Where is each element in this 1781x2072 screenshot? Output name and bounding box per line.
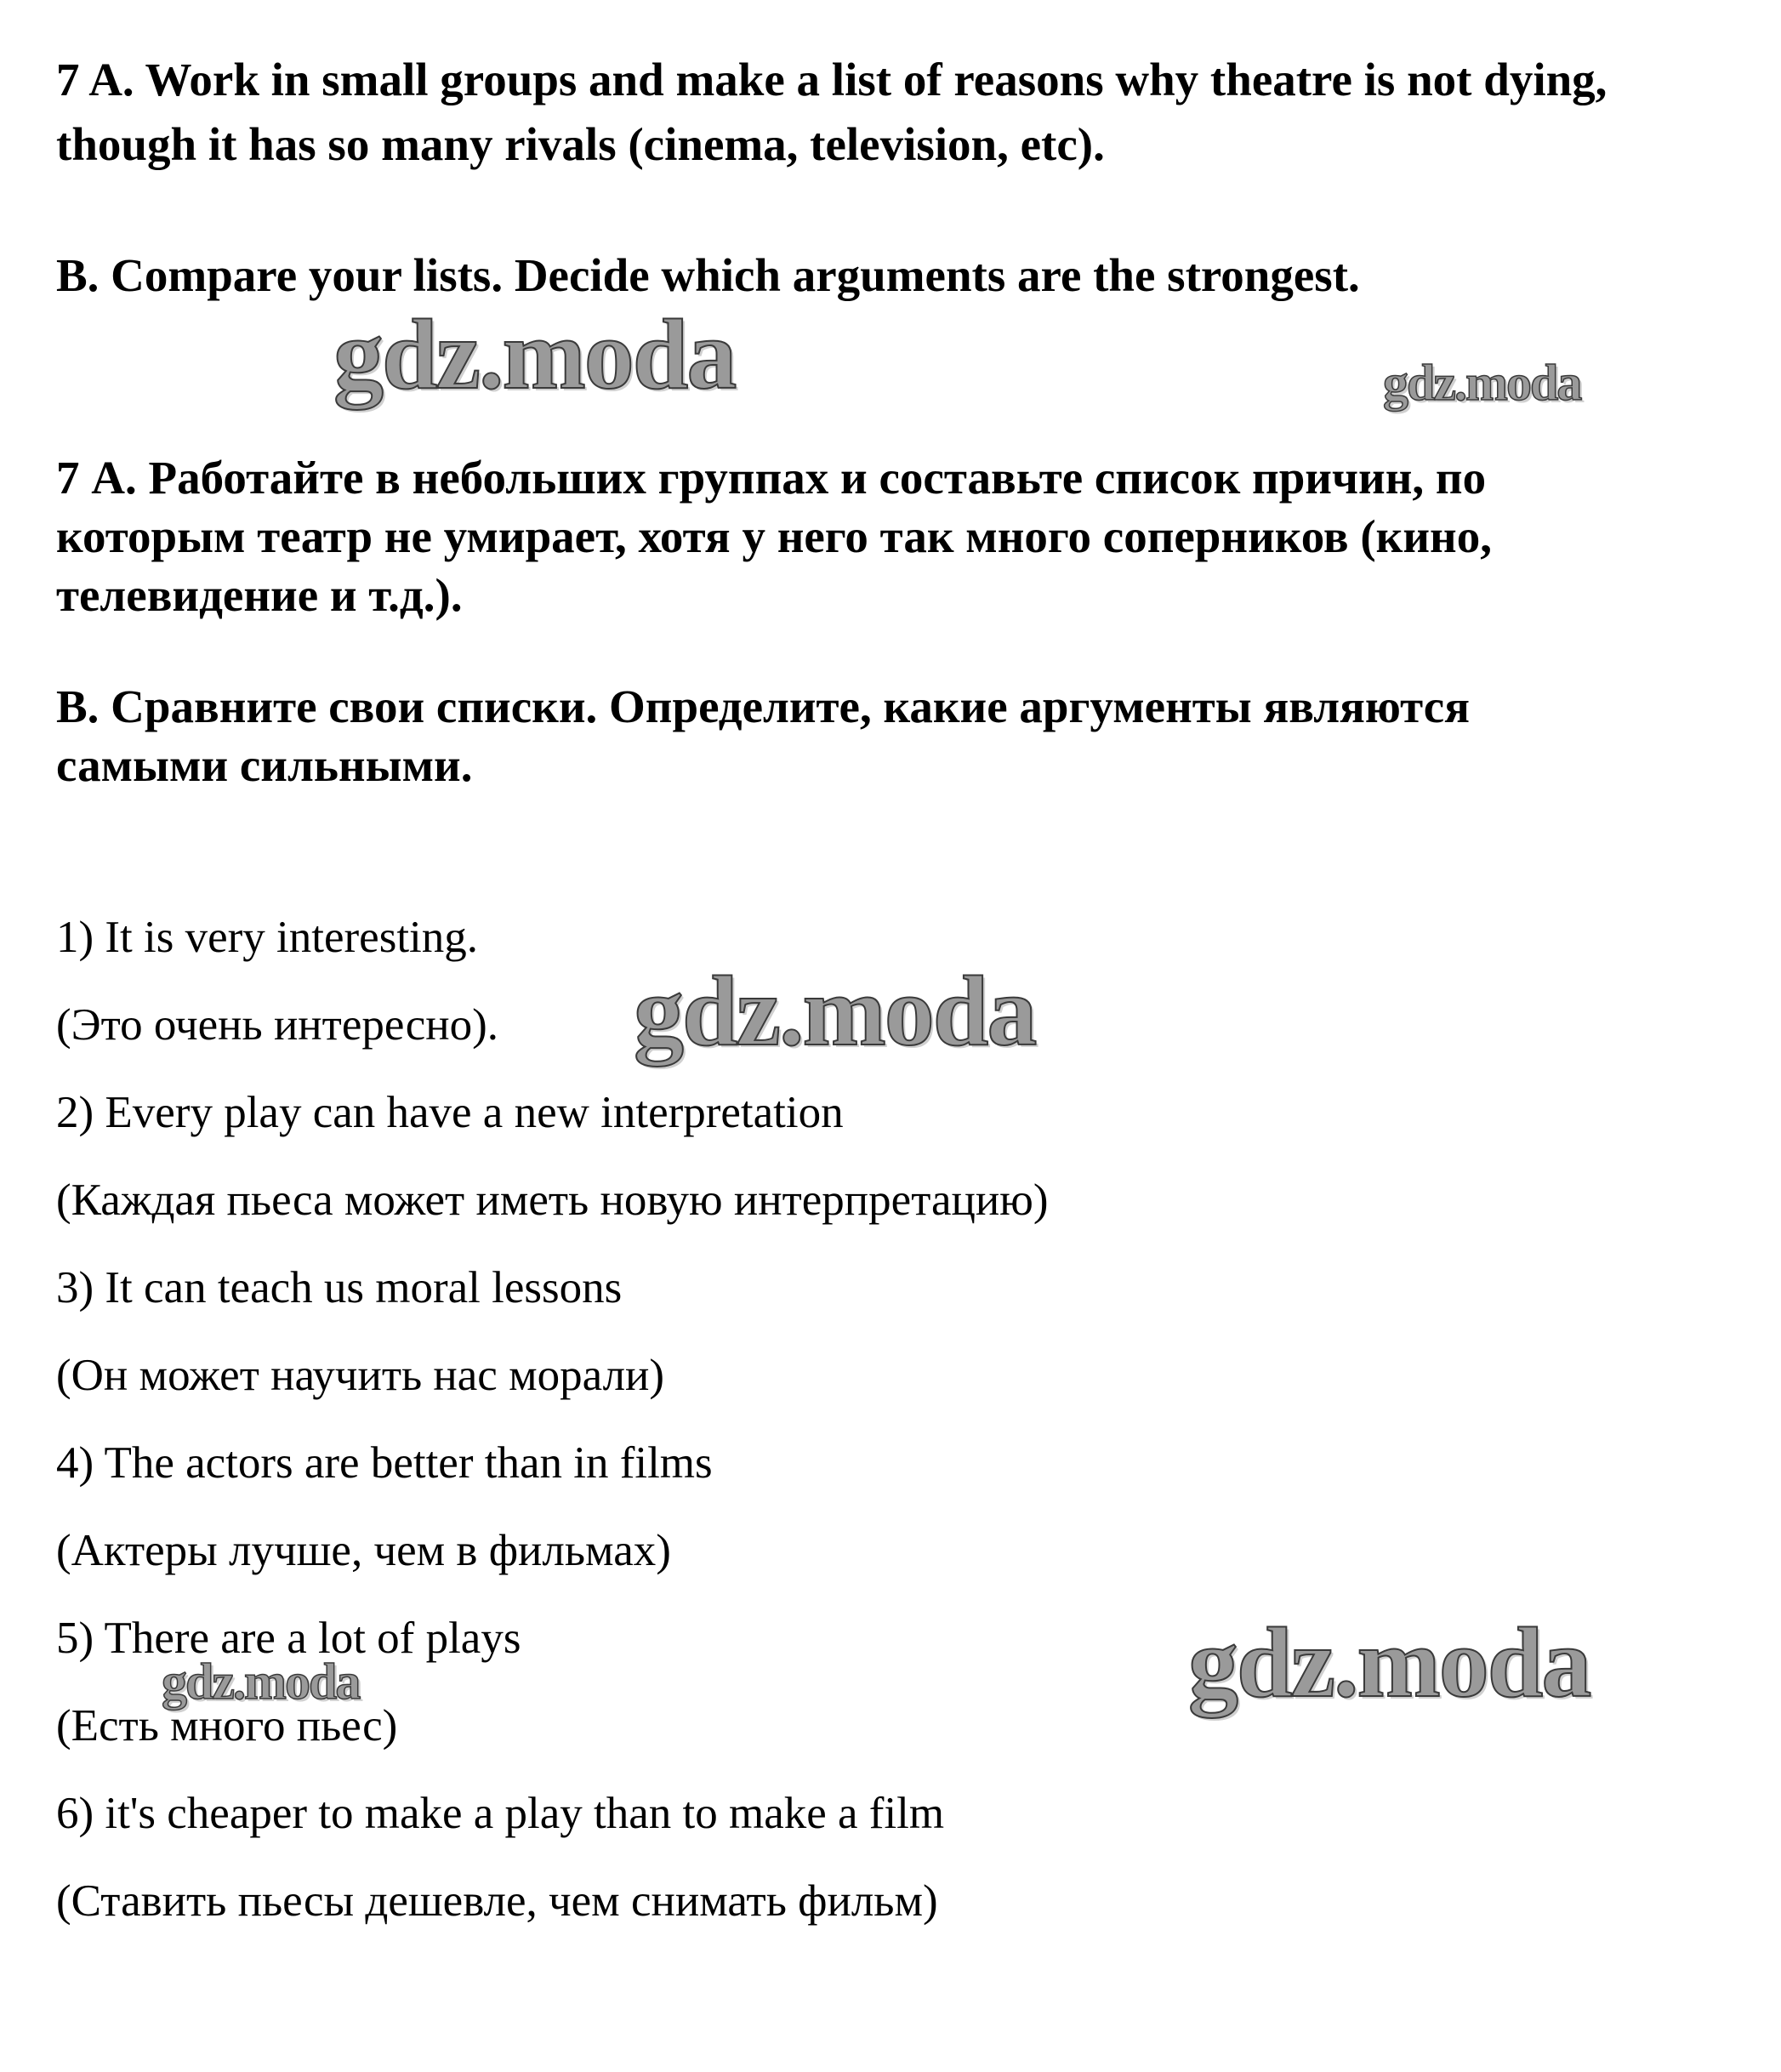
answer-2-en: 2) Every play can have a new interpretation xyxy=(56,1088,844,1137)
answer-1-ru: (Это очень интересно). xyxy=(56,1000,498,1050)
answer-3-ru: (Он может научить нас морали) xyxy=(56,1351,665,1400)
answer-5-en: 5) There are a lot of plays xyxy=(56,1614,521,1663)
watermark-3: gdz.moda xyxy=(634,955,1036,1067)
task-ru-line-4: В. Сравните свои списки. Определите, какие аргументы являются xyxy=(56,680,1470,732)
answer-3-en: 3) It can teach us moral lessons xyxy=(56,1263,623,1312)
watermark-4: gdz.moda xyxy=(162,1654,360,1710)
task-ru-line-1: 7 А. Работайте в небольших группах и составьте список причин, по xyxy=(56,452,1487,504)
answer-6-ru: (Ставить пьесы дешевле, чем снимать фильм) xyxy=(56,1876,938,1926)
task-ru-line-3: телевидение и т.д.). xyxy=(56,569,463,621)
answer-5-ru: (Есть много пьес) xyxy=(56,1701,398,1750)
answer-4-ru: (Актеры лучше, чем в фильмах) xyxy=(56,1526,671,1575)
task-en-line-1: 7 A. Work in small groups and make a list of reasons why theatre is not dying, xyxy=(56,54,1607,105)
watermark-2: gdz.moda xyxy=(1383,355,1581,411)
task-en-line-2: though it has so many rivals (cinema, television, etc). xyxy=(56,118,1105,170)
task-ru-line-5: самыми сильными. xyxy=(56,739,473,791)
task-ru-line-2: которым театр не умирает, хотя у него так много соперников (кино, xyxy=(56,510,1492,562)
task-en-line-3: B. Compare your lists. Decide which arguments are the strongest. xyxy=(56,249,1360,301)
watermark-5: gdz.moda xyxy=(1188,1607,1590,1718)
answer-4-en: 4) The actors are better than in films xyxy=(56,1438,713,1488)
answer-1-en: 1) It is very interesting. xyxy=(56,913,479,962)
answer-2-ru: (Каждая пьеса может иметь новую интерпретацию) xyxy=(56,1175,1049,1225)
watermark-1: gdz.moda xyxy=(333,299,736,410)
answer-6-en: 6) it's cheaper to make a play than to make a film xyxy=(56,1789,945,1838)
